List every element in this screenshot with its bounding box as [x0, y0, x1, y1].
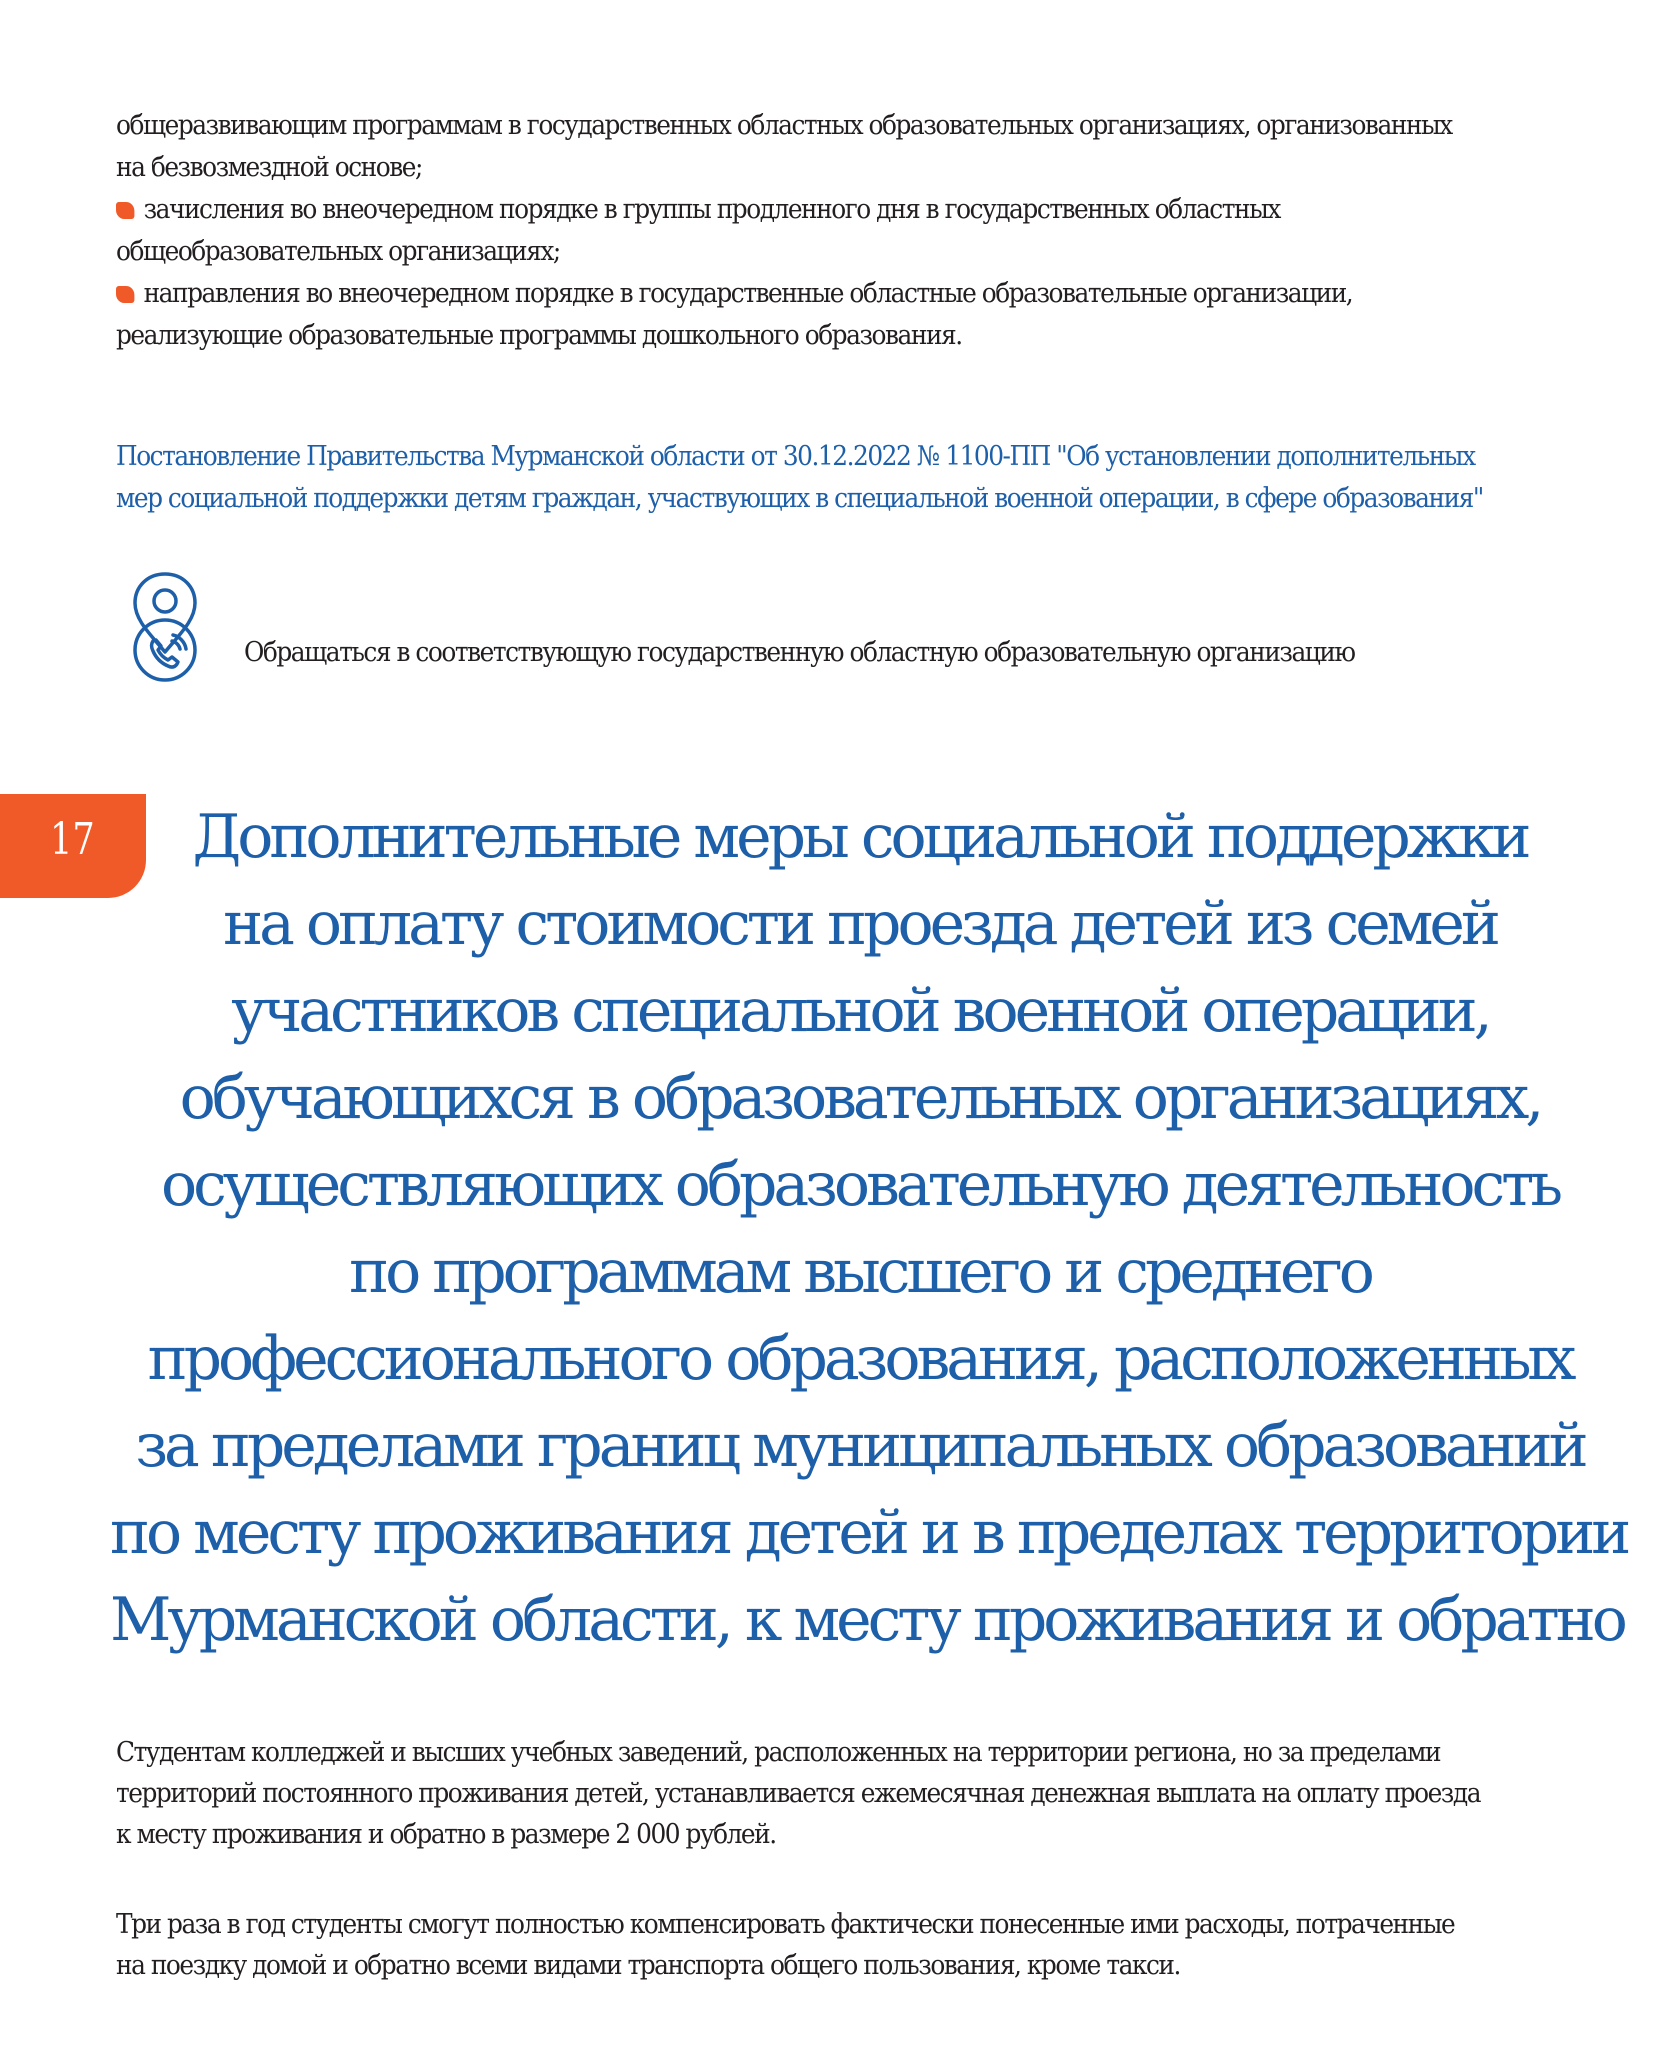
section-heading-line: Мурманской области, к месту проживания и обратно: [110, 1585, 1624, 1655]
list-continuation-line-1: общеразвивающим программам в государственных областных образовательных организациях, организованных: [116, 110, 1452, 141]
section-heading-line: по месту проживания детей и в пределах территории: [110, 1498, 1628, 1568]
list-item: [116, 273, 1459, 315]
paragraph-line: территорий постоянного проживания детей, устанавливается ежемесячная денежная выплата на оплату проезда: [116, 1778, 1481, 1809]
paragraph-line: на поездку домой и обратно всеми видами транспорта общего пользования, кроме такси.: [116, 1950, 1180, 1981]
page-number: 17: [50, 814, 95, 865]
list-item-2-line-1: направления во внеочередном порядке в государственные областные образовательные организации,: [143, 278, 1353, 309]
list-continuation-line-2: на безвозмездной основе;: [116, 152, 422, 183]
paragraph-line: к месту проживания и обратно в размере 2 000 рублей.: [116, 1819, 776, 1850]
section-heading-line: Дополнительные меры социальной поддержки: [192, 802, 1528, 872]
intro-list: [116, 105, 1459, 357]
contact-instruction: Обращаться в соответствующую государственную областную образовательную организацию: [244, 637, 1355, 668]
list-item: [116, 189, 1459, 231]
section-heading-line: обучающихся в образовательных организациях,: [179, 1063, 1541, 1133]
paragraph-line: Студентам колледжей и высших учебных заведений, расположенных на территории региона, но за пределами: [116, 1737, 1441, 1768]
legal-reference: [116, 436, 1483, 520]
section-heading-line: по программам высшего и среднего: [349, 1237, 1371, 1307]
section-heading-line: за пределами границ муниципальных образований: [135, 1411, 1585, 1481]
list-item-1-line-1: зачисления во внеочередном порядке в группы продленного дня в государственных областных: [143, 194, 1280, 225]
paragraph-compensation: [116, 1904, 1454, 1986]
bullet-icon: [116, 286, 134, 303]
list-item-2-line-2: реализующие образовательные программы дошкольного образования.: [116, 320, 962, 351]
section-heading: [110, 794, 1628, 1664]
section-heading-line: на оплату стоимости проезда детей из семей: [223, 889, 1497, 959]
legal-reference-line-1: Постановление Правительства Мурманской области от 30.12.2022 № 1100-ПП "Об установлении дополнительных: [116, 441, 1475, 472]
bullet-icon: [116, 202, 134, 219]
paragraph-monthly-payment: [116, 1732, 1480, 1855]
legal-reference-line-2: мер социальной поддержки детям граждан, участвующих в специальной военной операции, в сфере образования": [116, 483, 1483, 514]
section-heading-line: осуществляющих образовательную деятельность: [160, 1150, 1560, 1220]
paragraph-line: Три раза в год студенты смогут полностью компенсировать фактически понесенные ими расходы, потраченные: [116, 1909, 1455, 1940]
list-item-1-line-2: общеобразовательных организациях;: [116, 236, 560, 267]
section-heading-line: участников специальной военной операции,: [231, 976, 1489, 1046]
section-heading-line: профессионального образования, расположенных: [147, 1324, 1573, 1394]
location-phone-icon: [122, 568, 208, 688]
